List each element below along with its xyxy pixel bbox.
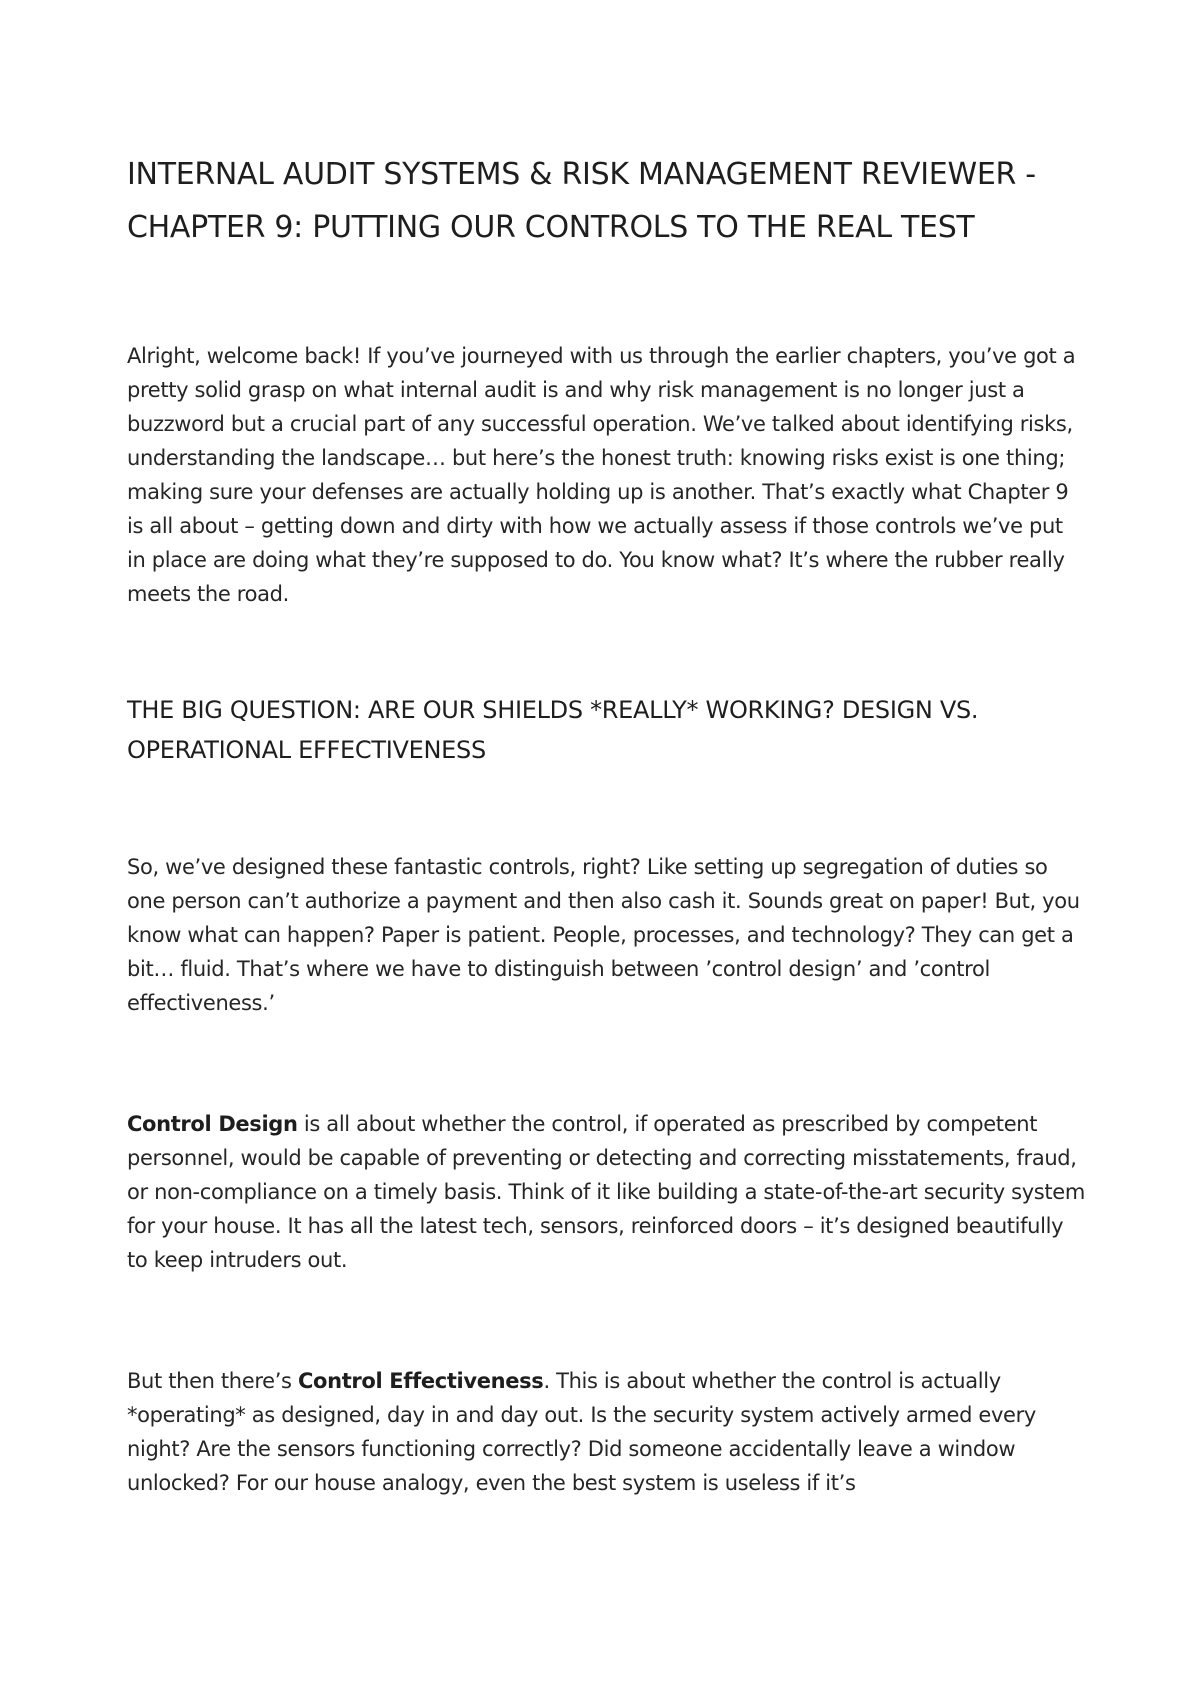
control-effectiveness-text: . This is about whether the control is actually *operating* as designed, day in and day out. Is the security system actively armed every night? Are the sensors functioning correctly? Did someone accidentally leave a window unlocked? For our house analogy, even the best system is useless if it’s bbox=[127, 1369, 1036, 1495]
segregation-paragraph: So, we’ve designed these fantastic controls, right? Like setting up segregation of duties so one person can’t authorize a payment and then also cash it. Sounds great on paper! But, you know what can happen? Paper is patient. People, processes, and technology? They can get a bit… fluid. That’s where we have to distinguish between ’control design’ and ’control effectiveness.’ bbox=[127, 855, 1080, 1015]
document-title: INTERNAL AUDIT SYSTEMS & RISK MANAGEMENT REVIEWER - CHAPTER 9: PUTTING OUR CONTROLS TO THE REAL TEST bbox=[127, 157, 1036, 245]
control-effectiveness-term: Control Effectiveness bbox=[297, 1369, 544, 1393]
control-design-text: is all about whether the control, if operated as prescribed by competent personnel, would be capable of preventing or detecting and correcting misstatements, fraud, or non-compliance on a timely basis. Think of it like building a state-of-the-art security system for your house. It has all the latest tech, sensors, reinforced doors – it’s designed beautifully to keep intruders out. bbox=[127, 1112, 1085, 1272]
document-page bbox=[127, 148, 1087, 1500]
intro-paragraph: Alright, welcome back! If you’ve journeyed with us through the earlier chapters, you’ve got a pretty solid grasp on what internal audit is and why risk management is no longer just a buzzword but a crucial part of any successful operation. We’ve talked about identifying risks, understanding the landscape… but here’s the honest truth: knowing risks exist is one thing; making sure your defenses are actually holding up is another. That’s exactly what Chapter 9 is all about – getting down and dirty with how we actually assess if those controls we’ve put in place are doing what they’re supposed to do. You know what? It’s where the rubber really meets the road. bbox=[127, 344, 1076, 606]
section-heading: THE BIG QUESTION: ARE OUR SHIELDS *REALLY* WORKING? DESIGN VS. OPERATIONAL EFFECTIVENESS bbox=[127, 696, 979, 764]
control-design-paragraph bbox=[127, 1107, 1087, 1277]
control-effectiveness-paragraph bbox=[127, 1364, 1087, 1500]
control-design-term: Control Design bbox=[127, 1112, 298, 1136]
control-effectiveness-lead: But then there’s bbox=[127, 1369, 298, 1393]
